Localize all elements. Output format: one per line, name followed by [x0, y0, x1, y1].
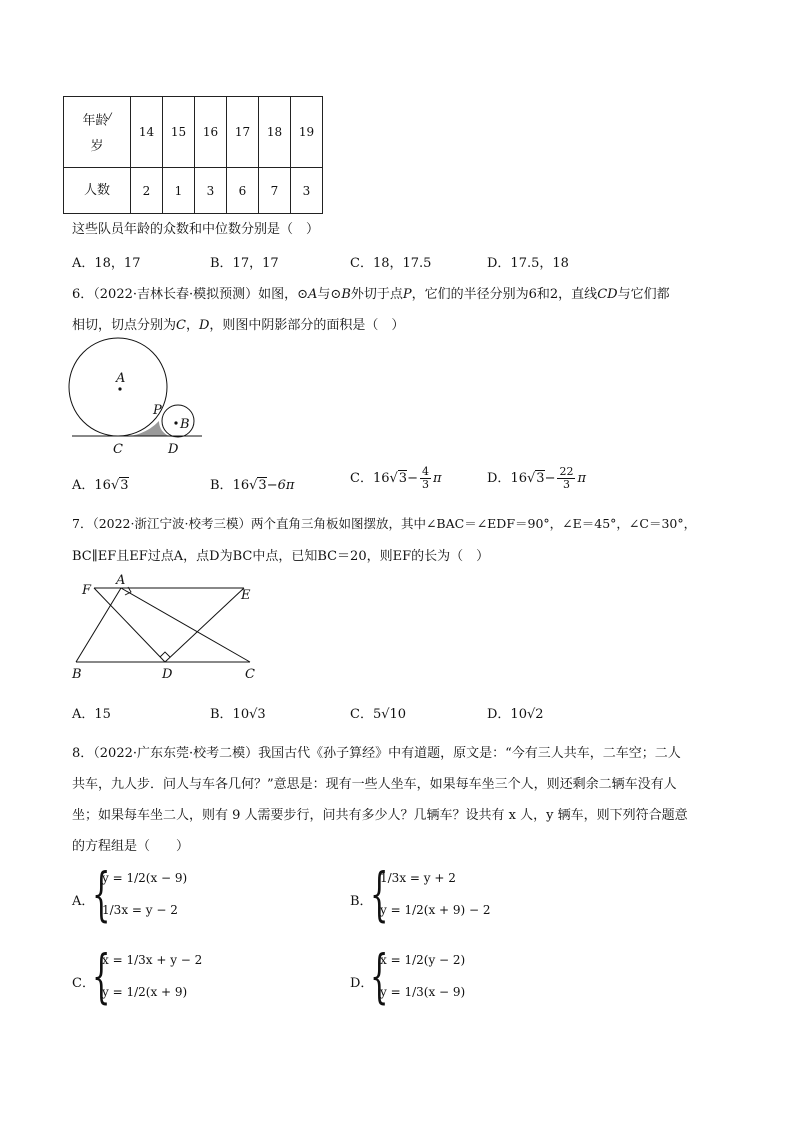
minus-sign: −	[544, 471, 556, 486]
q5-option-d[interactable]: D．17.5，18	[487, 256, 569, 271]
table-cell-age: 18	[259, 97, 291, 168]
sqrt-arg: 3	[258, 478, 267, 493]
left-brace: {	[370, 942, 389, 1010]
q6-var: A	[308, 287, 318, 302]
fraction-numerator: 22	[559, 465, 574, 478]
q6-var: C	[176, 318, 186, 333]
left-brace: {	[92, 942, 111, 1010]
q6-text: 6．（2022·吉林长春·模拟预测）如图，⊙	[72, 287, 309, 302]
minus-sign: −	[407, 471, 418, 486]
q6-option-c[interactable]	[350, 466, 442, 491]
sqrt-symbol: √	[389, 471, 398, 486]
fraction-denominator: 3	[421, 478, 429, 491]
table-row	[64, 168, 323, 214]
q5-option-a[interactable]: A．18，17	[72, 256, 141, 271]
equation: y = 1/2(x + 9) − 2	[380, 903, 491, 917]
q5-option-b[interactable]: B．17，17	[210, 256, 279, 271]
q8-option-b-label[interactable]: B．	[350, 894, 373, 909]
line-ac	[121, 588, 250, 662]
table-header-count: 人数	[64, 168, 131, 214]
label-c: C	[113, 442, 123, 455]
table-row	[64, 97, 323, 168]
q7-option-c[interactable]: C．5√10	[350, 707, 407, 722]
table-cell-count: 3	[291, 168, 323, 214]
label-d: D	[168, 442, 179, 455]
table-cell-age: 16	[195, 97, 227, 168]
fraction-numerator: 4	[421, 465, 429, 478]
label-f: F	[82, 583, 92, 598]
q7-stem-line1: 7．（2022·浙江宁波·校考三模）两个直角三角板如图摆放，其中∠BAC＝∠EDF＝90°，∠E＝45°，∠C＝30°，	[72, 516, 697, 531]
sqrt-arg: 3	[536, 471, 545, 486]
table-cell-age: 14	[131, 97, 163, 168]
q8-option-d-system[interactable]	[370, 942, 530, 1011]
fraction-denominator: 3	[562, 478, 570, 491]
q6-figure	[68, 335, 208, 455]
q6-option-b[interactable]	[210, 474, 294, 493]
label-a: A	[116, 573, 126, 588]
equation: 1/3x = y + 2	[380, 871, 456, 885]
q8-option-c-system[interactable]	[92, 942, 252, 1011]
equation: 1/3x = y − 2	[102, 903, 178, 917]
left-brace: {	[370, 860, 389, 928]
q7-option-a[interactable]: A．15	[72, 707, 111, 722]
q8-stem-line3: 坐；如果每车坐二人，则有 9 人需要步行，问共有多少人？几辆车？设共有 x 人，y 辆车，则下列符合题意	[72, 808, 688, 823]
equation: x = 1/2(y − 2)	[380, 953, 466, 967]
table-cell-count: 1	[163, 168, 195, 214]
q6-var: D	[198, 318, 210, 333]
q6-stem-line1	[72, 283, 670, 302]
table-cell-age: 17	[227, 97, 259, 168]
q8-option-d-label[interactable]: D．	[350, 976, 374, 991]
sqrt-symbol: √	[526, 471, 536, 486]
center-a-dot	[118, 387, 121, 390]
option-label: B．	[210, 478, 233, 493]
q6-stem-line2	[72, 314, 404, 333]
q6-option-a[interactable]	[72, 474, 129, 493]
table-cell-count: 3	[195, 168, 227, 214]
q6-text: ，则图中阴影部分的面积是（ ）	[209, 318, 405, 333]
fraction	[557, 466, 575, 491]
label-a: A	[116, 371, 126, 386]
q7-figure	[68, 570, 268, 682]
header-slash: /	[108, 111, 112, 122]
label-d: D	[162, 667, 173, 682]
q6-text: 与它们都	[617, 287, 670, 302]
q8-option-a-system[interactable]	[92, 860, 252, 929]
q8-option-a-label[interactable]: A．	[72, 894, 95, 909]
option-text: 16	[94, 478, 111, 493]
label-c: C	[245, 667, 255, 682]
line-de	[165, 588, 244, 662]
fraction	[420, 466, 431, 491]
equation: y = 1/3(x − 9)	[380, 985, 466, 999]
equation: y = 1/2(x + 9)	[102, 985, 188, 999]
option-label: A．	[72, 478, 95, 493]
label-e: E	[241, 588, 251, 603]
q5-option-c[interactable]: C．18，17.5	[350, 256, 432, 271]
q8-stem-line4: 的方程组是（ ）	[72, 839, 190, 854]
label-b: B	[72, 667, 82, 682]
pi-symbol: π	[577, 471, 587, 486]
table-header-age	[64, 97, 131, 168]
left-brace: {	[92, 860, 111, 928]
q6-text: ，	[185, 318, 199, 333]
q8-option-b-system[interactable]	[370, 860, 550, 929]
label-p: P	[153, 403, 162, 418]
table-cell-age: 19	[291, 97, 323, 168]
q6-var: CD	[597, 287, 618, 302]
sqrt-arg: 3	[120, 478, 129, 493]
equation: y = 1/2(x − 9)	[102, 871, 188, 885]
equation: x = 1/3x + y − 2	[102, 953, 203, 967]
q6-text: 外切于点	[350, 287, 403, 302]
q6-text: ，它们的半径分别为6和2，直线	[411, 287, 598, 302]
q8-option-c-label[interactable]: C．	[72, 976, 95, 991]
right-angle-d	[160, 652, 170, 657]
q6-var: P	[402, 287, 412, 302]
circle-a	[69, 338, 167, 436]
table-cell-count: 2	[131, 168, 163, 214]
option-text: 16	[510, 471, 527, 486]
option-text: 16	[232, 478, 250, 493]
q6-text: 与⊙	[317, 287, 342, 302]
q6-option-d[interactable]	[487, 466, 586, 491]
q7-stem-line2: BC∥EF且EF过点A，点D为BC中点，已知BC＝20，则EF的长为（ ）	[72, 549, 490, 564]
sqrt-arg: 3	[398, 471, 408, 486]
q6-text: 相切，切点分别为	[72, 318, 177, 333]
table-cell-count: 6	[227, 168, 259, 214]
option-label: D．	[487, 471, 511, 486]
pi-symbol: π	[432, 471, 442, 486]
option-label: C．	[350, 471, 373, 486]
q5-stem: 这些队员年龄的众数和中位数分别是（ ）	[72, 222, 320, 237]
table-cell-age: 15	[163, 97, 195, 168]
option-text: −6π	[266, 478, 295, 493]
option-text: 16	[372, 471, 390, 486]
age-table	[63, 96, 323, 214]
line-ab	[76, 588, 121, 662]
table-cell-count: 7	[259, 168, 291, 214]
sqrt-symbol: √	[110, 478, 120, 493]
q8-stem-line2: 共车，九人步．问人与车各几何？”意思是：现有一些人坐车，如果每车坐三个人，则还剩余二辆车没有人	[72, 777, 677, 792]
q8-stem-line1: 8．（2022·广东东莞·校考二模）我国古代《孙子算经》中有道题，原文是：“今有三人共车，二车空；二人	[72, 746, 681, 761]
line-fd	[94, 588, 165, 662]
label-b: B	[180, 417, 190, 432]
center-b-dot	[174, 421, 177, 424]
sqrt-symbol: √	[249, 478, 258, 493]
q7-option-d[interactable]: D．10√2	[487, 707, 544, 722]
header-unit: 岁	[90, 139, 104, 155]
header-age-text: 年龄	[82, 113, 109, 129]
q7-option-b[interactable]: B．10√3	[210, 707, 266, 722]
q6-var: B	[341, 287, 351, 302]
